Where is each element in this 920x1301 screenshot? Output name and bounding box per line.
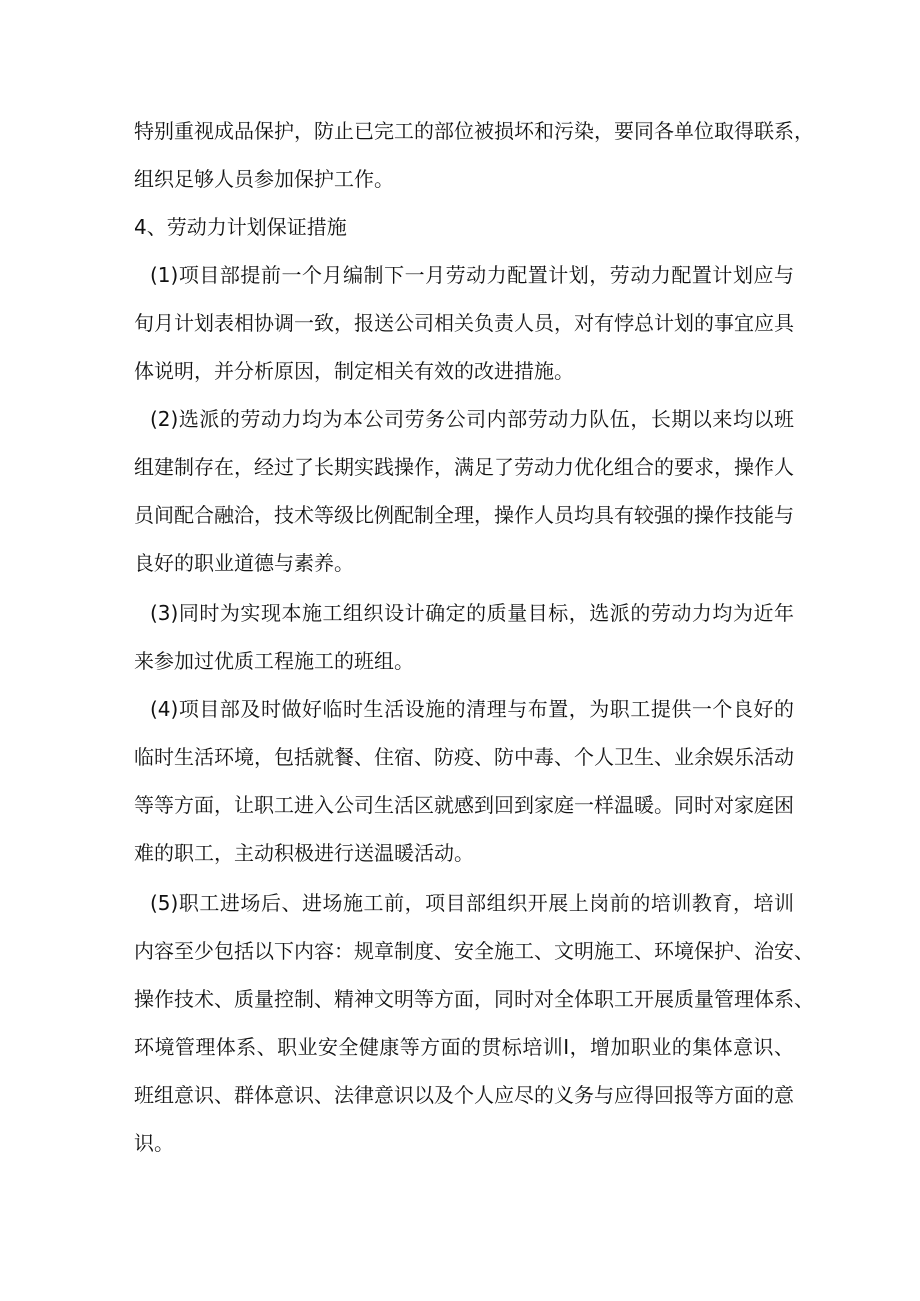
text-line: 体说明，并分析原因，制定相关有效的改进措施。 (134, 359, 574, 383)
text-line: (4)项目部及时做好临时生活设施的清理与布置，为职工提供一个良好的 (150, 697, 794, 721)
text-line: 特别重视成品保护，防止已完工的部位被损坏和污染，要同各单位取得联系， (134, 119, 814, 143)
text-line: 难的职工，主动积极进行送温暖活动。 (134, 841, 474, 865)
text-line: (2)选派的劳动力均为本公司劳务公司内部劳动力队伍，长期以来均以班 (150, 407, 794, 431)
section-heading: 4、劳动力计划保证措施 (134, 215, 347, 239)
text-line: 环境管理体系、职业安全健康等方面的贯标培训Ⅰ，增加职业的集体意识、 (134, 1035, 794, 1059)
text-line: 旬月计划表相协调一致，报送公司相关负责人员，对有悖总计划的事宜应具 (134, 311, 794, 335)
text-line: (5)职工进场后、进场施工前，项目部组织开展上岗前的培训教育，培训 (150, 891, 794, 915)
text-line: 班组意识、群体意识、法律意识以及个人应尽的义务与应得回报等方面的意 (134, 1083, 794, 1107)
text-line: 良好的职业道德与素养。 (134, 551, 354, 575)
text-line: (1)项目部提前一个月编制下一月劳动力配置计划，劳动力配置计划应与 (150, 263, 794, 287)
text-line: (3)同时为实现本施工组织设计确定的质量目标，选派的劳动力均为近年 (150, 601, 794, 625)
text-line: 临时生活环境，包括就餐、住宿、防疫、防中毒、个人卫生、业余娱乐活动 (134, 745, 794, 769)
text-line: 内容至少包括以下内容：规章制度、安全施工、文明施工、环境保护、治安、 (134, 939, 814, 963)
text-line: 组建制存在，经过了长期实践操作，满足了劳动力优化组合的要求，操作人 (134, 455, 794, 479)
text-line: 组织足够人员参加保护工作。 (134, 167, 394, 191)
text-line: 来参加过优质工程施工的班组。 (134, 649, 414, 673)
text-line: 等等方面，让职工进入公司生活区就感到回到家庭一样温暖。同时对家庭困 (134, 793, 794, 817)
text-line: 识。 (134, 1131, 174, 1155)
text-line: 员间配合融洽，技术等级比例配制全理，操作人员均具有较强的操作技能与 (134, 503, 794, 527)
text-line: 操作技术、质量控制、精神文明等方面，同时对全体职工开展质量管理体系、 (134, 987, 814, 1011)
